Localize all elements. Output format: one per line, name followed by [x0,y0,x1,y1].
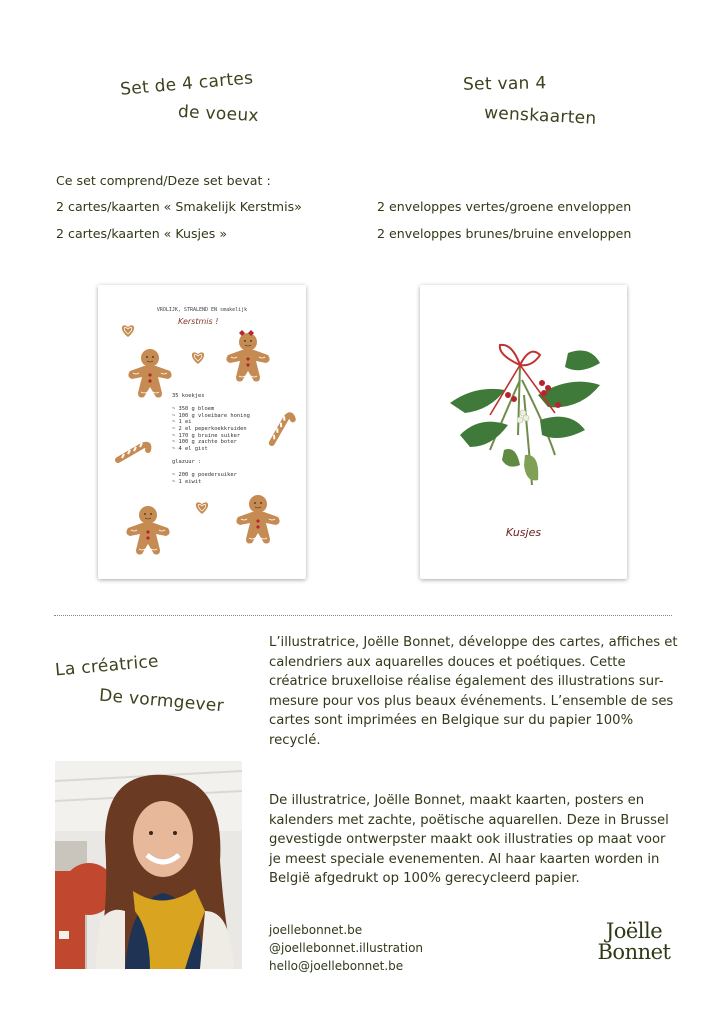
card-smakelijk-kerstmis [98,285,306,579]
contents-card2: 2 cartes/kaarten « Kusjes » [56,226,228,241]
card-recipe-text: 35 koekjes ~ 350 g bloem ~ 100 g vloeibare honing ~ 1 ei ~ 2 el peperkoekkruiden ~ 170 g bruine suiker ~ 100 g zachte boter ~ 4 el gist glazuur : ~ 200 g poedersuiker ~ 1 eiwit [172,393,250,485]
card-recipe-title-script: Kerstmis ! [178,317,219,326]
title-nl-line1: Set van 4 [462,73,547,95]
contact-website[interactable]: joellebonnet.be [269,923,363,937]
creator-title-nl: De vormgever [98,685,225,717]
bio-nl [269,791,679,889]
gingerbread-illustration [98,285,306,579]
contents-env2: 2 enveloppes brunes/bruine enveloppen [377,226,632,241]
portrait-illustration [55,761,242,969]
contents-env1: 2 enveloppes vertes/groene enveloppen [377,199,632,214]
card-kusjes [420,285,627,579]
title-fr-line1: Set de 4 cartes [119,68,255,100]
card-recipe-title: VROLIJK, STRALEND EN smakelijk [156,307,248,313]
creator-title-fr: La créatrice [54,651,160,681]
bio-fr [269,633,679,750]
contents-card1: 2 cartes/kaarten « Smakelijk Kerstmis» [56,199,302,214]
creator-portrait [55,761,242,969]
contact-instagram[interactable]: @joellebonnet.illustration [269,941,424,955]
section-divider [54,615,672,616]
bio-fr-text: L’illustratrice, Joëlle Bonnet, développe des cartes, affiches et calendriers aux aquarelles douces et poétiques. Cette créatrice bruxelloise réalise également des illustrations sur-mesure pour vos plus beaux événements. L’ensemble de ses cartes sont imprimées en Belgique sur du papier 100% recyclé. [269,635,678,748]
card-kusjes-label: Kusjes [505,526,542,539]
logo-line2: Bonnet [597,940,671,964]
title-nl-line2: wenskaarten [483,103,598,129]
title-fr-line2: de voeux [177,101,260,127]
joelle-bonnet-logo [594,921,674,963]
logo-line1: Joëlle [605,919,663,943]
bio-nl-text: De illustratrice, Joëlle Bonnet, maakt kaarten, posters en kalenders met zachte, poëtische aquarellen. Deze in Brussel gevestigde ontwerpster maakt ook illustraties op maat voor je meest speciale evenementen. Al haar kaarten worden in België afgedrukt op 100% gerecycleerd papier. [269,793,669,886]
contact-email[interactable]: hello@joellebonnet.be [269,959,404,973]
contents-heading: Ce set comprend/Deze set bevat : [56,173,271,188]
